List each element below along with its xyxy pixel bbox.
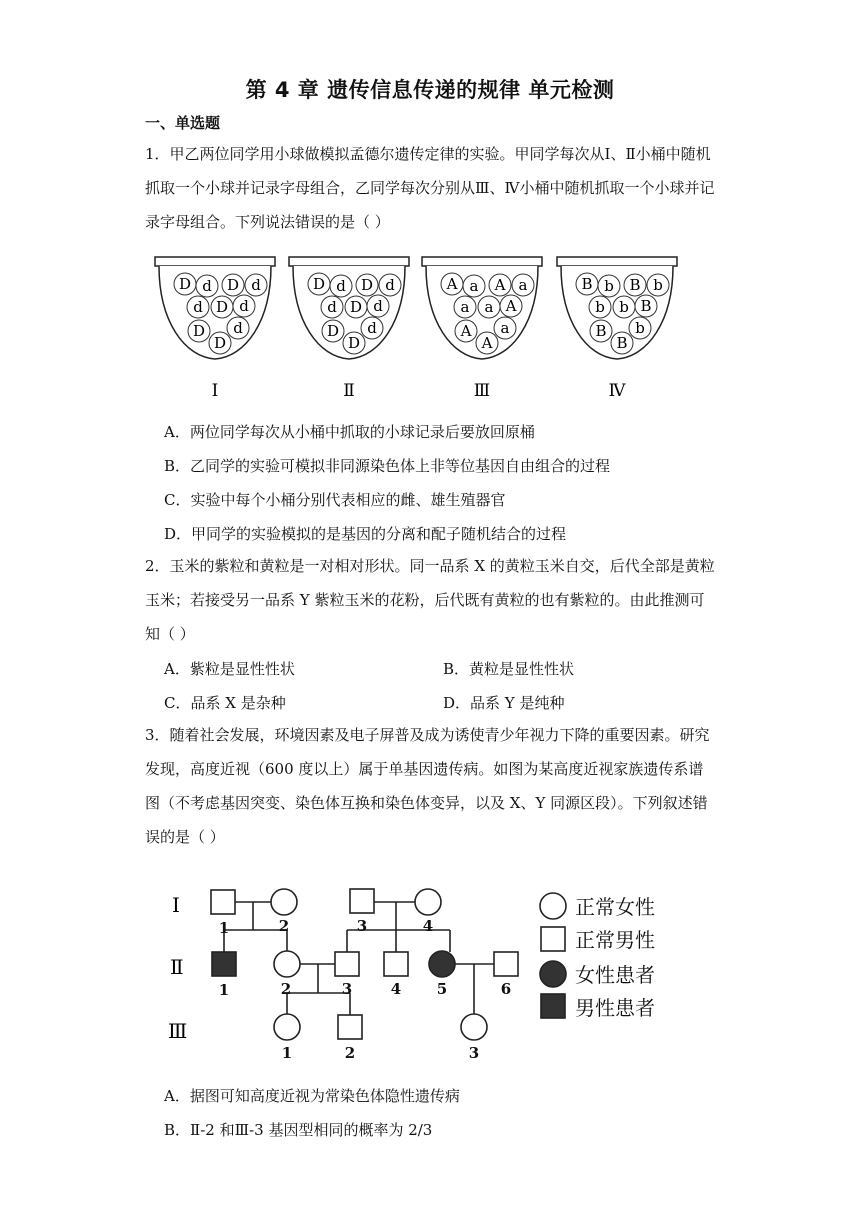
bucket-2 [289,257,409,401]
pedigree-III1-normal-female [274,1014,300,1040]
pedigree-num-II2: 2 [280,980,292,998]
ball-letter: b [653,276,663,294]
ball-letter: d [373,297,383,315]
legend-normal-female-symbol [540,893,566,919]
bucket-label: Ⅲ [473,381,491,401]
ball-letter: D [178,275,192,293]
pedigree-I3-normal-male [350,889,374,913]
pedigree-I2-normal-female [271,889,297,915]
ball-letter: B [640,297,652,315]
pedigree-III3-normal-female [461,1014,487,1040]
bucket-label: Ⅱ [343,381,355,401]
question-3-option-b: B．Ⅱ-2 和Ⅲ-3 基因型相同的概率为 2/3 [164,1121,433,1139]
legend-normal-female: 正常女性 [575,895,655,919]
pedigree-II1-affected-male [212,952,236,976]
bucket-label: Ⅰ [211,381,219,401]
ball-letter: A [494,276,506,294]
bucket-lid [557,257,677,266]
bucket-lid [155,257,275,266]
legend-affected-male: 男性患者 [575,996,655,1020]
bucket-label: Ⅳ [608,381,626,401]
pedigree-num-I1: 1 [218,919,230,937]
pedigree-num-II3: 3 [341,980,353,998]
ball-letter: a [484,298,494,316]
ball-letter: d [327,298,337,316]
ball-letter: D [312,275,326,293]
ball-letter: d [385,276,395,294]
question-2-option-b: B．黄粒是显性性状 [443,660,575,678]
pedigree-num-I4: 4 [422,917,434,935]
ball-letter: D [349,298,363,316]
ball-letter: b [595,298,605,316]
ball-letter: d [251,276,261,294]
bucket-lid [422,257,542,266]
ball-letter: d [336,277,346,295]
ball-letter: D [326,322,340,340]
pedigree-num-I3: 3 [356,917,368,935]
ball-letter: D [347,334,361,352]
question-2-option-c: C．品系 X 是杂种 [164,694,286,712]
section-heading: 一、单选题 [145,114,221,132]
question-3-stem: 3．随着社会发展，环境因素及电子屏普及成为诱使青少年视力下降的重要因素。研究发现，高度近视（600 度以上）属于单基因遗传病。如图为某高度近视家族遗传系谱图（不考虑基因突变、染色体互换和染色体变异，以及 X、Y 同源区段）。下列叙述错误的是（ ） [145,726,710,846]
generation-label-1: Ⅰ [172,893,180,917]
pedigree-num-II6: 6 [500,980,512,998]
ball-letter: b [619,298,629,316]
pedigree-II2-normal-female [274,951,300,977]
ball-letter: B [629,276,641,294]
ball-letter: d [233,319,243,337]
pedigree-num-I2: 2 [278,917,290,935]
question-1-stem: 1．甲乙两位同学用小球做模拟孟德尔遗传定律的实验。甲同学每次从Ⅰ、Ⅱ小桶中随机抓取一个小球并记录字母组合，乙同学每次分别从Ⅲ、Ⅳ小桶中随机抓取一个小球并记录字母组合。下列说法错误的是（ ） [145,145,715,231]
pedigree-I4-normal-female [415,889,441,915]
bucket-lid [289,257,409,266]
pedigree-II5-affected-female [429,951,455,977]
pedigree-II3-normal-male [335,952,359,976]
ball-letter: d [193,298,203,316]
ball-letter: B [581,275,593,293]
bucket-figure [150,252,700,404]
question-3-option-a: A．据图可知高度近视为常染色体隐性遗传病 [164,1087,460,1105]
ball-letter: b [635,319,645,337]
ball-letter: D [360,276,374,294]
ball-letter: A [460,322,472,340]
pedigree-I1-normal-male [211,890,235,914]
ball-letter: a [500,319,510,337]
pedigree-II6-normal-male [494,952,518,976]
bucket-4 [557,257,677,401]
ball-letter: a [460,298,470,316]
question-2-option-a: A．紫粒是显性性状 [164,660,295,678]
legend-normal-male: 正常男性 [575,928,655,952]
ball-letter: a [469,277,479,295]
pedigree-num-II5: 5 [436,980,448,998]
question-1-option-a: A．两位同学每次从小桶中抓取的小球记录后要放回原桶 [164,423,535,441]
ball-letter: D [192,322,206,340]
legend-affected-female: 女性患者 [575,963,655,987]
pedigree-num-III1: 1 [281,1044,293,1062]
pedigree-num-III3: 3 [468,1044,480,1062]
ball-letter: D [226,276,240,294]
ball-letter: A [505,297,517,315]
pedigree-II4-normal-male [384,952,408,976]
pedigree-num-II1: 1 [218,981,230,999]
pedigree-III2-normal-male [338,1015,362,1039]
ball-letter: b [604,277,614,295]
ball-letter: B [595,322,607,340]
legend-normal-male-symbol [541,927,565,951]
ball-letter: A [446,275,458,293]
generation-label-2: Ⅱ [170,955,184,979]
ball-letter: d [367,319,377,337]
legend-affected-female-symbol [540,961,566,987]
ball-letter: d [239,297,249,315]
question-1-option-c: C．实验中每个小桶分别代表相应的雌、雄生殖器官 [164,491,506,509]
legend-affected-male-symbol [541,994,565,1018]
ball-letter: d [202,277,212,295]
ball-letter: a [518,276,528,294]
bucket-1 [155,257,275,401]
generation-label-3: Ⅲ [168,1019,188,1043]
ball-letter: D [215,298,229,316]
question-2-option-d: D．品系 Y 是纯种 [443,694,565,712]
question-2-stem: 2．玉米的紫粒和黄粒是一对相对形状。同一品系 X 的黄粒玉米自交，后代全部是黄粒玉米；若接受另一品系 Y 紫粒玉米的花粉，后代既有黄粒的也有紫粒的。由此推测可知（ ） [145,557,715,643]
pedigree-num-III2: 2 [344,1044,356,1062]
page-title: 第 4 章 遗传信息传递的规律 单元检测 [245,78,615,102]
bucket-3 [422,257,542,401]
pedigree-num-II4: 4 [390,980,402,998]
question-1-option-b: B．乙同学的实验可模拟非同源染色体上非等位基因自由组合的过程 [164,457,611,475]
ball-letter: B [616,334,628,352]
pedigree-chart [160,875,680,1065]
ball-letter: D [213,334,227,352]
question-1-option-d: D．甲同学的实验模拟的是基因的分离和配子随机结合的过程 [164,525,567,543]
ball-letter: A [481,334,493,352]
